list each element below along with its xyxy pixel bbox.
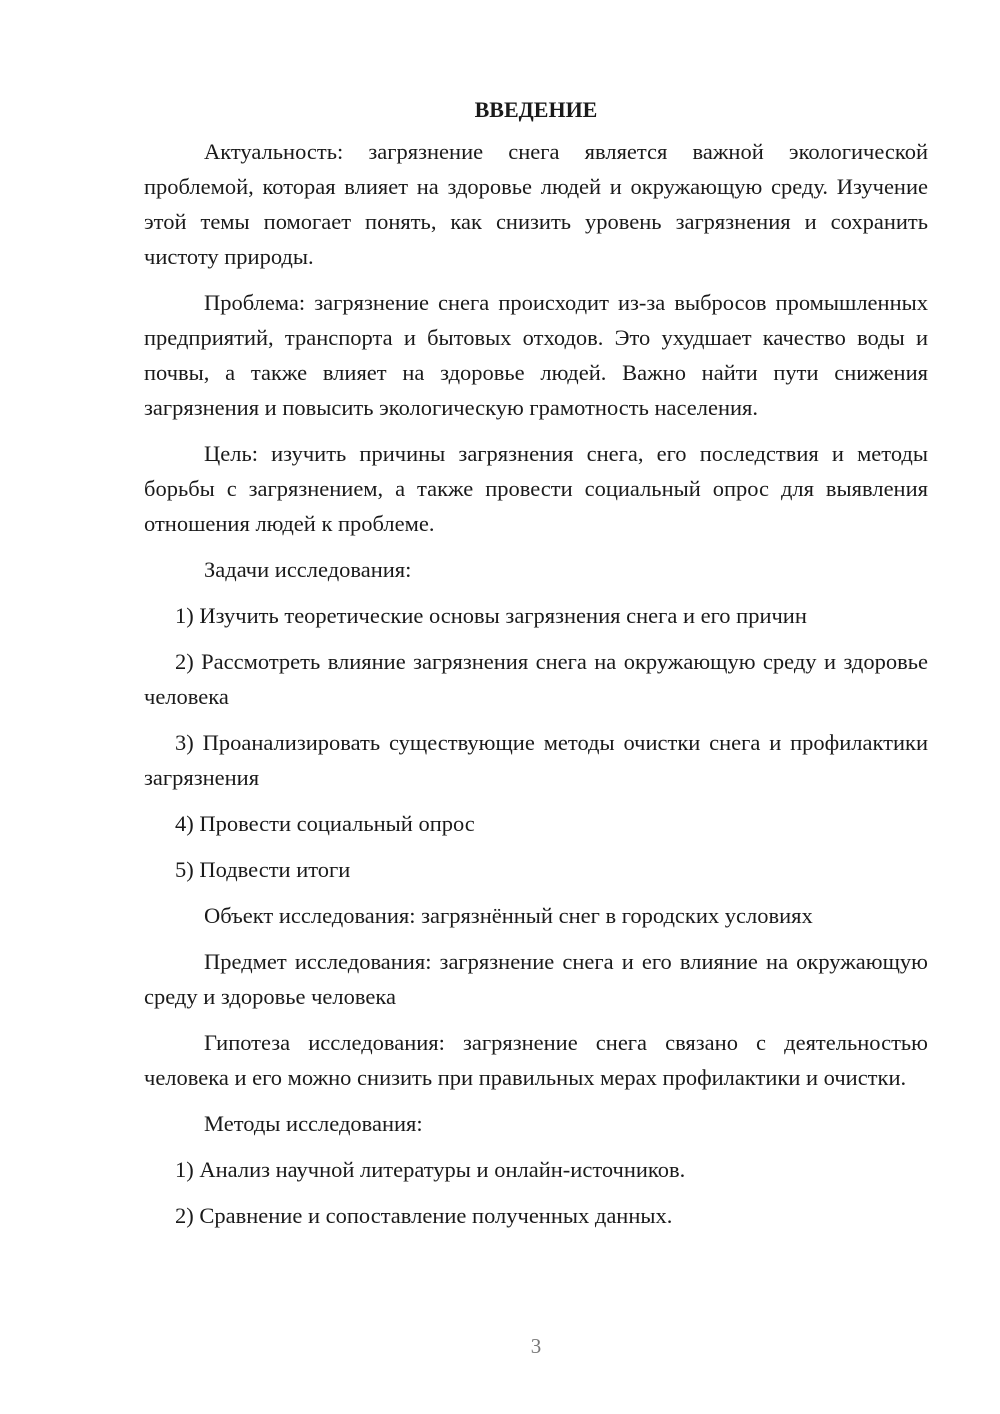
page-number: 3 <box>530 1334 542 1358</box>
method-item: 1) Анализ научной литературы и онлайн-источников. <box>175 1157 686 1182</box>
hypothesis-paragraph: Гипотеза исследования: загрязнение снега связано с деятельностью человека и его можно снизить при правильных мерах профилактики и очистки. <box>144 1030 928 1090</box>
goal-paragraph: Цель: изучить причины загрязнения снега, его последствия и методы борьбы с загрязнением, а также провести социальный опрос для выявления отношения людей к проблеме. <box>144 441 928 536</box>
task-item: 3) Проанализировать существующие методы очистки снега и профилактики загрязнения <box>144 730 928 790</box>
task-item: 5) Подвести итоги <box>175 857 351 882</box>
problem-paragraph: Проблема: загрязнение снега происходит из-за выбросов промышленных предприятий, транспорта и бытовых отходов. Это ухудшает качество воды и почвы, а также влияет на здоровье людей. Важно найти пути снижения загрязнения и повысить экологическую грамотность населения. <box>144 290 928 420</box>
page-content <box>144 96 928 1244</box>
task-item: 2) Рассмотреть влияние загрязнения снега на окружающую среду и здоровье человека <box>144 649 928 709</box>
object-paragraph: Объект исследования: загрязнённый снег в городских условиях <box>204 903 813 928</box>
task-item: 1) Изучить теоретические основы загрязнения снега и его причин <box>175 603 807 628</box>
methods-heading: Методы исследования: <box>204 1111 423 1136</box>
task-item: 4) Провести социальный опрос <box>175 811 475 836</box>
method-item: 2) Сравнение и сопоставление полученных данных. <box>175 1203 673 1228</box>
section-title: ВВЕДЕНИЕ <box>474 97 598 122</box>
tasks-heading: Задачи исследования: <box>204 557 412 582</box>
subject-paragraph: Предмет исследования: загрязнение снега и его влияние на окружающую среду и здоровье человека <box>144 949 928 1009</box>
relevance-paragraph: Актуальность: загрязнение снега является важной экологической проблемой, которая влияет на здоровье людей и окружающую среду. Изучение этой темы помогает понять, как снизить уровень загрязнения и сохранить чистоту природы. <box>144 139 928 269</box>
